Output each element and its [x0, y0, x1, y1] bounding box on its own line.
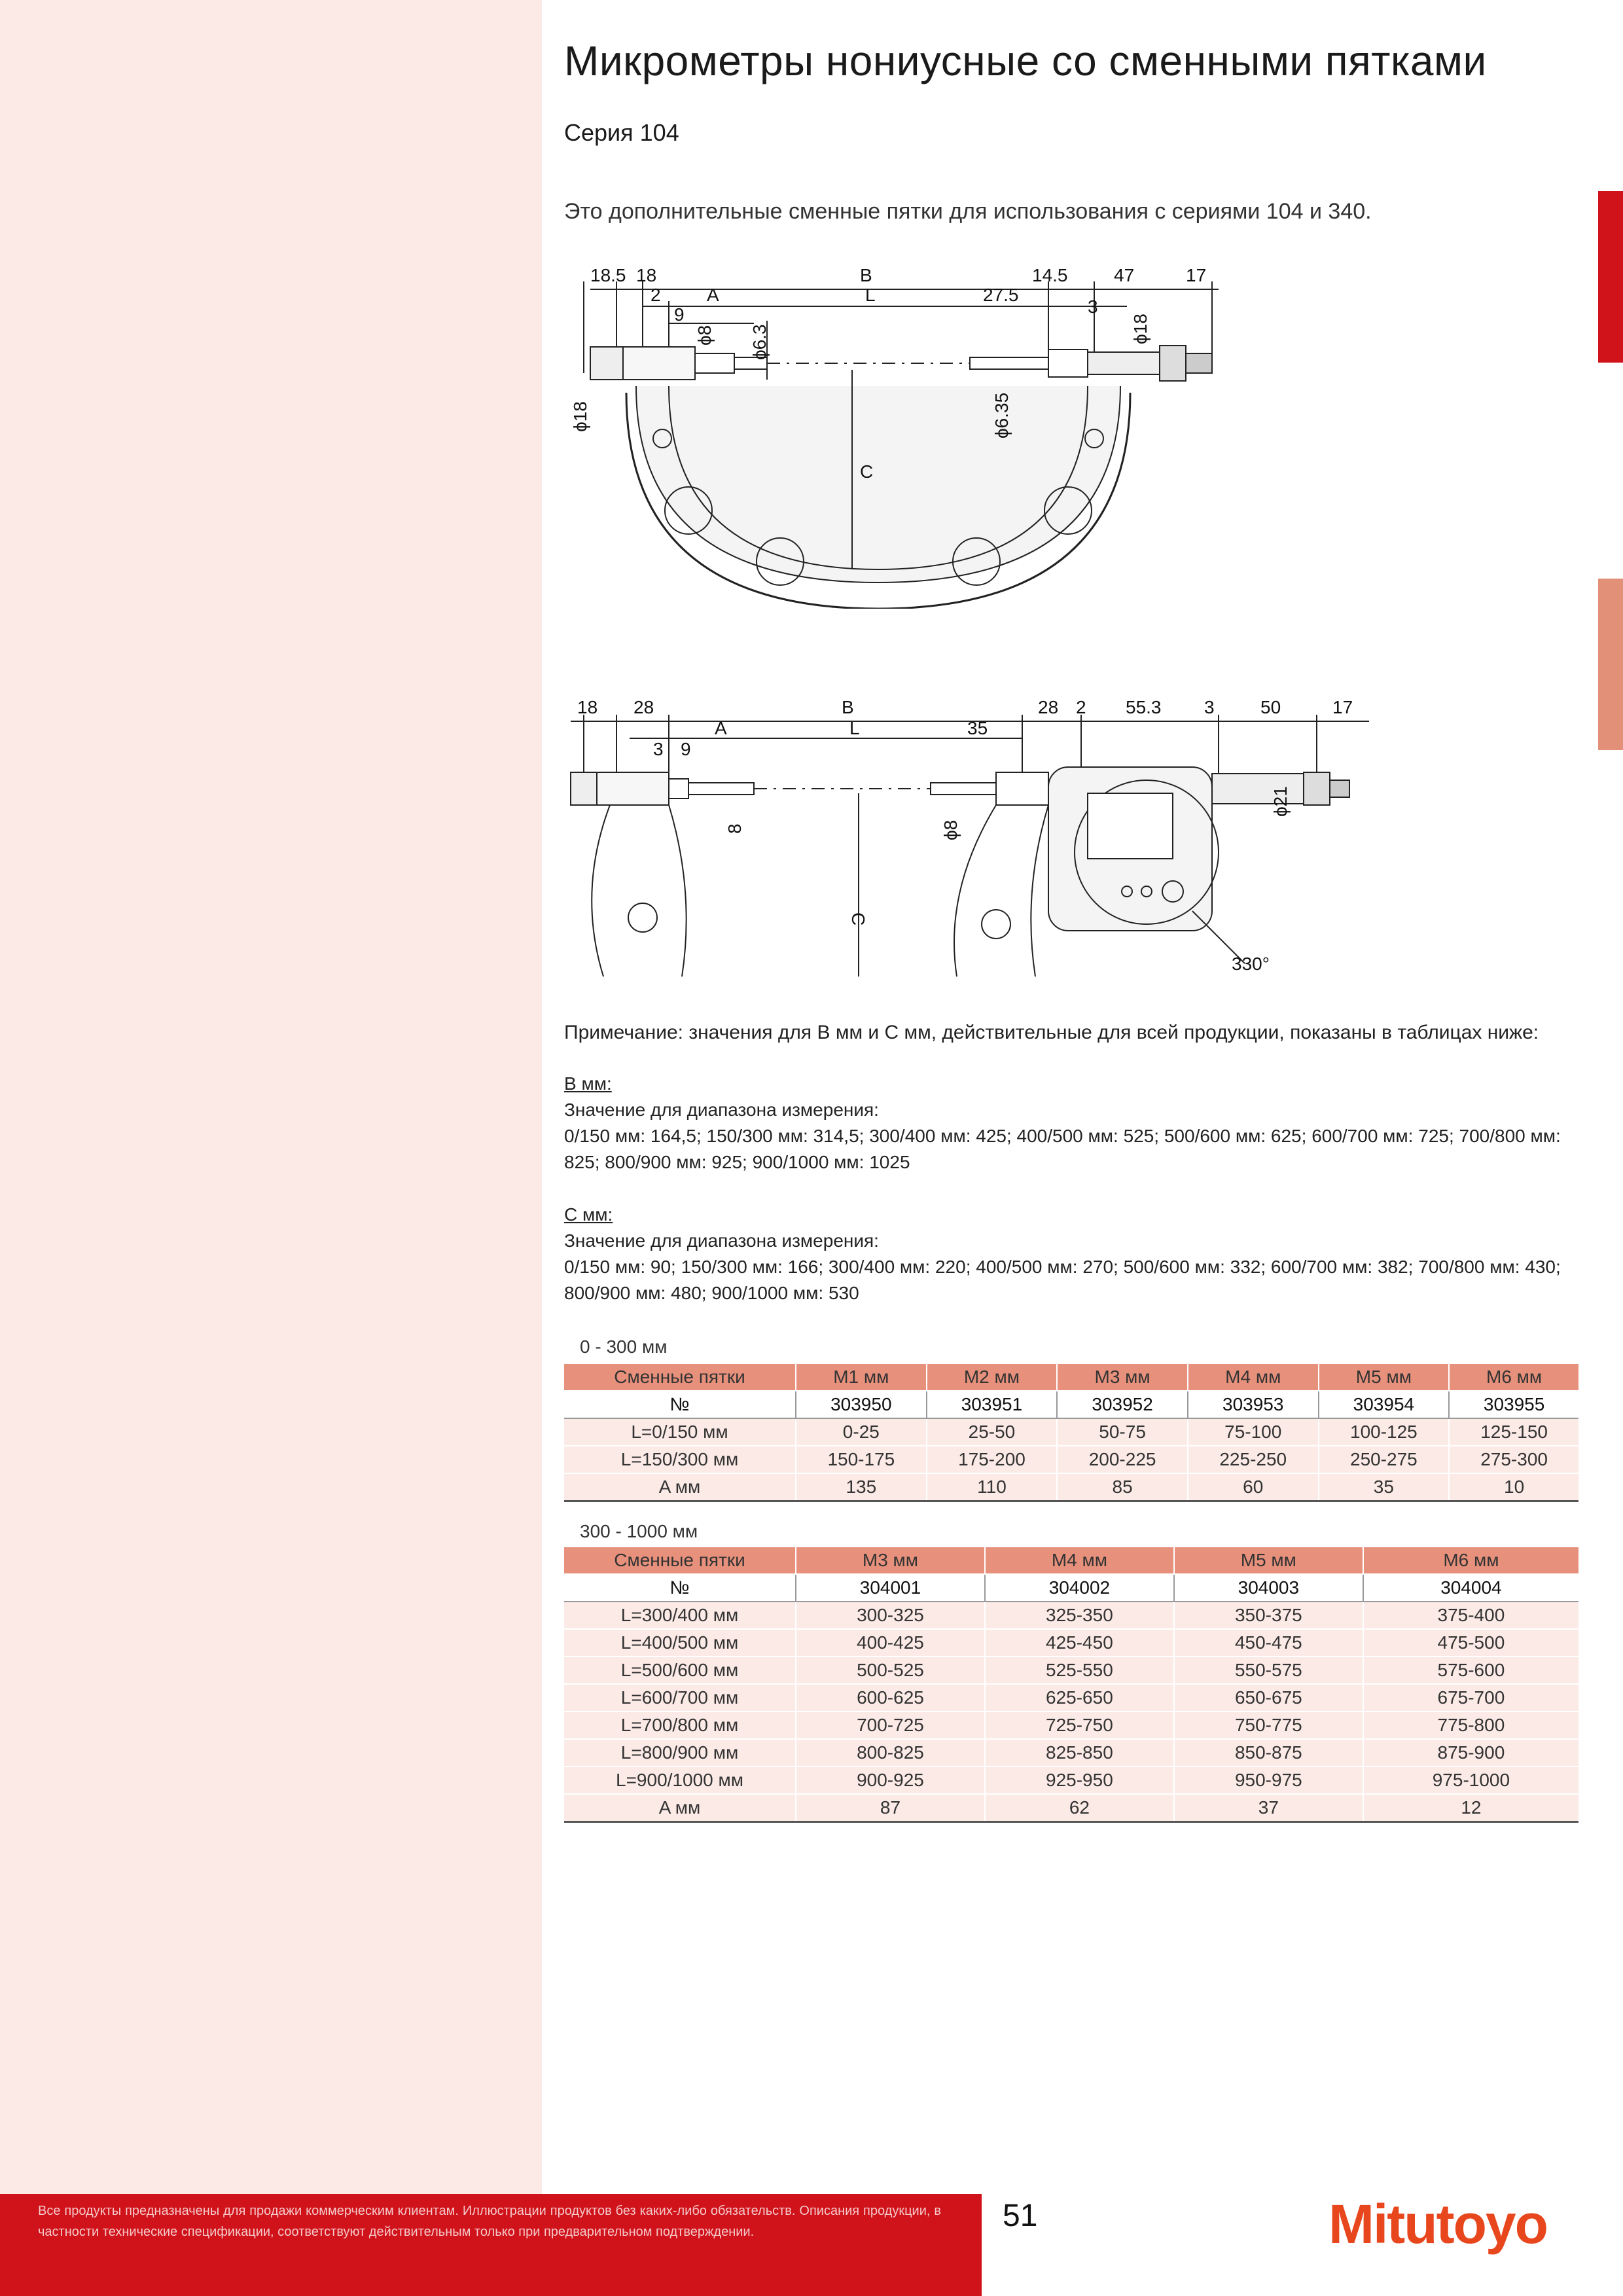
table-cell: 225-250: [1188, 1446, 1319, 1473]
table-cell: 135: [796, 1473, 927, 1501]
c-intro: Значение для диапазона измерения:: [564, 1230, 879, 1251]
table-header-row: [564, 1364, 1578, 1391]
dim-label: B: [860, 265, 872, 285]
dim-label: 9: [681, 739, 691, 759]
table2-caption: 300 - 1000 мм: [580, 1521, 698, 1541]
dim-label: 17: [1332, 697, 1353, 717]
table-cell: 400-425: [796, 1629, 985, 1657]
dim-label: ϕ18: [1130, 314, 1150, 344]
table-cell: 725-750: [985, 1712, 1174, 1739]
table-cell: 875-900: [1363, 1739, 1578, 1767]
dim-label: A: [707, 285, 719, 305]
table-cell: 625-650: [985, 1684, 1174, 1712]
table-header-row: [564, 1547, 1578, 1574]
table-cell: 303950: [796, 1391, 927, 1418]
table-cell: L=150/300 мм: [564, 1446, 796, 1473]
dim-label: 17: [1186, 265, 1207, 285]
table-0-300: [564, 1364, 1578, 1502]
table-cell: 200-225: [1057, 1446, 1188, 1473]
dim-label: ϕ6.3: [749, 324, 770, 360]
table-cell: 150-175: [796, 1446, 927, 1473]
table-header: M2 мм: [927, 1364, 1058, 1391]
table-cell: 125-150: [1449, 1418, 1578, 1446]
table-row: [564, 1391, 1578, 1418]
dim-label: 8: [724, 823, 745, 834]
dim-label: 55.3: [1126, 697, 1162, 717]
table-row: [564, 1446, 1578, 1473]
table-cell: 110: [927, 1473, 1058, 1501]
table-cell: 50-75: [1057, 1418, 1188, 1446]
dim-label: ϕ6.35: [991, 392, 1012, 439]
table-cell: L=400/500 мм: [564, 1629, 796, 1657]
table-cell: 950-975: [1174, 1767, 1363, 1794]
c-values: 0/150 мм: 90; 150/300 мм: 166; 300/400 мм: 220; 400/500 мм: 270; 500/600 мм: 332; 600/700 мм: 382; 700/800 мм: 430; 800/900 мм: 480; 900/1000 мм: 530: [564, 1257, 1561, 1303]
table-cell: 303953: [1188, 1391, 1319, 1418]
table-cell: 60: [1188, 1473, 1319, 1501]
c-heading: C мм:: [564, 1204, 613, 1225]
table-cell: 304003: [1174, 1574, 1363, 1602]
dim-label: 3: [1088, 296, 1098, 317]
table-cell: 325-350: [985, 1602, 1174, 1629]
technical-drawing-top: [564, 262, 1271, 609]
table-cell: 35: [1319, 1473, 1450, 1501]
table-cell: 303952: [1057, 1391, 1188, 1418]
table-cell: 175-200: [927, 1446, 1058, 1473]
dim-label: 330°: [1232, 954, 1270, 974]
table-cell: 550-575: [1174, 1657, 1363, 1684]
table-cell: A мм: [564, 1473, 796, 1501]
table-cell: 700-725: [796, 1712, 985, 1739]
footer-disclaimer: Все продукты предназначены для продажи коммерческим клиентам. Иллюстрации продуктов без каких-либо обязательств. Описания продукции, в частности технические спецификации, соответствуют действительным только при предварительном подтверждении.: [38, 2204, 941, 2239]
table-cell: 425-450: [985, 1629, 1174, 1657]
dim-label: 35: [967, 718, 988, 738]
dim-label: ϕ8: [694, 325, 715, 346]
table-header: M4 мм: [985, 1547, 1174, 1574]
table-cell: 350-375: [1174, 1602, 1363, 1629]
table-row: [564, 1739, 1578, 1767]
table-cell: 825-850: [985, 1739, 1174, 1767]
table-cell: 800-825: [796, 1739, 985, 1767]
note-section: [564, 1020, 1578, 1306]
table-cell: 62: [985, 1794, 1174, 1822]
table-cell: 304002: [985, 1574, 1174, 1602]
table-cell: 475-500: [1363, 1629, 1578, 1657]
table-header: M5 мм: [1319, 1364, 1450, 1391]
table-cell: 10: [1449, 1473, 1578, 1501]
dim-label: 2: [651, 285, 661, 305]
table-cell: 975-1000: [1363, 1767, 1578, 1794]
dim-label: 18: [577, 697, 598, 717]
table-cell: 100-125: [1319, 1418, 1450, 1446]
table-cell: 300-325: [796, 1602, 985, 1629]
table-row: [564, 1629, 1578, 1657]
table-header: M6 мм: [1363, 1547, 1578, 1574]
table-cell: L=500/600 мм: [564, 1657, 796, 1684]
dim-label: C: [860, 461, 874, 482]
table-row: [564, 1657, 1578, 1684]
table-cell: 304001: [796, 1574, 985, 1602]
dim-label: 47: [1114, 265, 1135, 285]
section-tab-salmon: [1598, 579, 1623, 750]
table-cell: 75-100: [1188, 1418, 1319, 1446]
table-row: [564, 1418, 1578, 1446]
table-cell: L=300/400 мм: [564, 1602, 796, 1629]
table-cell: №: [564, 1574, 796, 1602]
table-cell: 850-875: [1174, 1739, 1363, 1767]
b-intro: Значение для диапазона измерения:: [564, 1100, 879, 1120]
table-cell: 450-475: [1174, 1629, 1363, 1657]
table-cell: 250-275: [1319, 1446, 1450, 1473]
table-header: M5 мм: [1174, 1547, 1363, 1574]
table-row: [564, 1684, 1578, 1712]
table-row: [564, 1473, 1578, 1501]
dim-label: 27.5: [983, 285, 1019, 305]
dim-label: A: [715, 718, 727, 738]
table-cell: 275-300: [1449, 1446, 1578, 1473]
dim-label: L: [865, 285, 876, 305]
table-cell: L=0/150 мм: [564, 1418, 796, 1446]
table-cell: №: [564, 1391, 796, 1418]
dim-label: 3: [653, 739, 664, 759]
table-header: M6 мм: [1449, 1364, 1578, 1391]
dim-label: C: [848, 912, 868, 926]
dim-label: 28: [633, 697, 654, 717]
table-header: M4 мм: [1188, 1364, 1319, 1391]
note-title: Примечание: значения для B мм и C мм, действительные для всей продукции, показаны в таблицах ниже:: [564, 1022, 1539, 1043]
table-row: [564, 1712, 1578, 1739]
table-row: [564, 1794, 1578, 1822]
table-cell: 500-525: [796, 1657, 985, 1684]
dim-label: B: [842, 697, 854, 717]
table-cell: L=600/700 мм: [564, 1684, 796, 1712]
table-cell: 85: [1057, 1473, 1188, 1501]
table-row: [564, 1767, 1578, 1794]
intro-text: Это дополнительные сменные пятки для использования с сериями 104 и 340.: [564, 199, 1372, 224]
table-cell: 775-800: [1363, 1712, 1578, 1739]
table-header: M1 мм: [796, 1364, 927, 1391]
table-row: [564, 1602, 1578, 1629]
dim-label: ϕ18: [570, 401, 590, 432]
table-cell: 0-25: [796, 1418, 927, 1446]
table-cell: L=900/1000 мм: [564, 1767, 796, 1794]
table-cell: 303955: [1449, 1391, 1578, 1418]
dim-label: 2: [1076, 697, 1086, 717]
dim-label: ϕ21: [1270, 786, 1291, 817]
table-cell: 650-675: [1174, 1684, 1363, 1712]
table-cell: 575-600: [1363, 1657, 1578, 1684]
table-header: M3 мм: [1057, 1364, 1188, 1391]
table-cell: 600-625: [796, 1684, 985, 1712]
table-cell: A мм: [564, 1794, 796, 1822]
table-300-1000: [564, 1547, 1578, 1823]
dim-label: ϕ8: [940, 819, 961, 840]
table-cell: 304004: [1363, 1574, 1578, 1602]
b-values: 0/150 мм: 164,5; 150/300 мм: 314,5; 300/400 мм: 425; 400/500 мм: 525; 500/600 мм: 625; 600/700 мм: 725; 700/800 мм: 825; 800/900 мм: 925; 900/1000 мм: 1025: [564, 1126, 1561, 1172]
table-header: Сменные пятки: [564, 1364, 796, 1391]
table-cell: L=800/900 мм: [564, 1739, 796, 1767]
table-cell: 675-700: [1363, 1684, 1578, 1712]
table-header: Сменные пятки: [564, 1547, 796, 1574]
b-heading: B мм:: [564, 1073, 612, 1094]
table-cell: 750-775: [1174, 1712, 1363, 1739]
dim-label: 3: [1204, 697, 1215, 717]
section-tab-red: [1598, 191, 1623, 363]
table-cell: 87: [796, 1794, 985, 1822]
dim-label: L: [849, 718, 860, 738]
table-cell: 25-50: [927, 1418, 1058, 1446]
dim-label: 50: [1260, 697, 1281, 717]
table-header: M3 мм: [796, 1547, 985, 1574]
dim-label: 14.5: [1032, 265, 1068, 285]
table1-caption: 0 - 300 мм: [580, 1336, 668, 1357]
technical-drawing-bottom: [564, 695, 1376, 983]
dim-label: 9: [674, 304, 685, 325]
table-row: [564, 1574, 1578, 1602]
table-cell: 525-550: [985, 1657, 1174, 1684]
series-label: Серия 104: [564, 119, 679, 146]
left-margin-band: [0, 0, 542, 2194]
dim-label: 28: [1038, 697, 1059, 717]
mitutoyo-logo: Mitutoyo: [1329, 2193, 1547, 2255]
page-title: Микрометры нониусные со сменными пятками: [564, 37, 1487, 84]
table-cell: 900-925: [796, 1767, 985, 1794]
table-cell: 303951: [927, 1391, 1058, 1418]
dim-label: 18.5: [590, 265, 626, 285]
table-cell: 925-950: [985, 1767, 1174, 1794]
table-cell: 375-400: [1363, 1602, 1578, 1629]
table-cell: L=700/800 мм: [564, 1712, 796, 1739]
page-number: 51: [1003, 2198, 1038, 2233]
table-cell: 303954: [1319, 1391, 1450, 1418]
table-cell: 12: [1363, 1794, 1578, 1822]
dim-label: 18: [636, 265, 657, 285]
table-cell: 37: [1174, 1794, 1363, 1822]
